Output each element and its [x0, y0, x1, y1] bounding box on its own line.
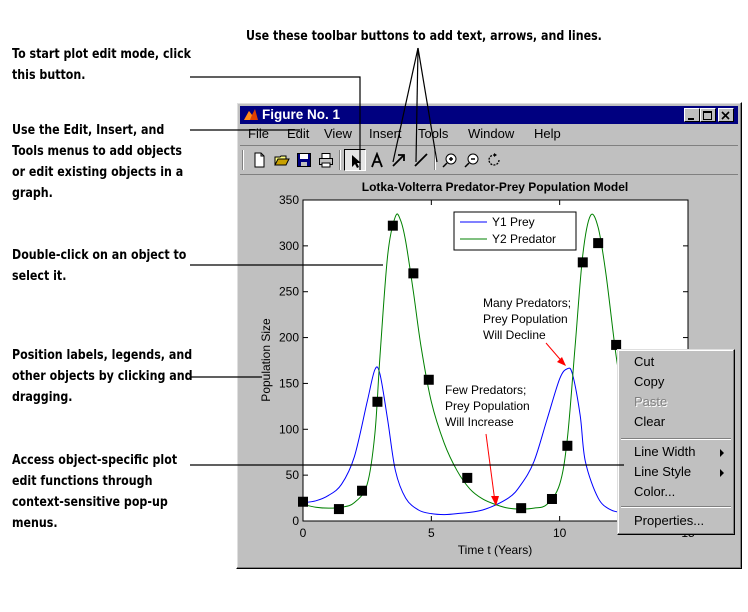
callout-line: select it.: [12, 268, 67, 284]
callout-line: menus.: [12, 515, 58, 531]
callout-line: edit functions through: [12, 473, 153, 489]
callout-line: To start plot edit mode, click: [12, 46, 192, 62]
legend-entry-prey: Y1 Prey: [492, 215, 535, 229]
menu-label: Insert: [369, 126, 402, 141]
callout-line: graph.: [12, 185, 53, 201]
callout-line: context-sensitive pop-up: [12, 494, 168, 510]
ctx-properties[interactable]: Properties...: [634, 513, 705, 528]
menu-label: Window: [468, 126, 515, 141]
callout-line: dragging.: [12, 389, 73, 405]
callout-line: or edit existing objects in a: [12, 164, 184, 180]
leader-plot-edit: [190, 77, 360, 170]
callout-line: Double-click on an object to: [12, 247, 187, 263]
leader-text-button: [393, 48, 418, 162]
ctx-cut[interactable]: Cut: [634, 354, 655, 369]
legend-entry-predator: Y2 Predator: [492, 232, 557, 246]
annotation-line: Will Increase: [445, 415, 514, 429]
x-tick-label: 0: [299, 526, 307, 540]
menu-label: Help: [534, 126, 561, 141]
annotation-line: Few Predators;: [445, 383, 527, 397]
y-tick-label: 200: [278, 330, 299, 345]
leader-arrow-button: [416, 48, 418, 162]
x-tick-label: 10: [552, 526, 567, 540]
ctx-copy[interactable]: Copy: [634, 374, 665, 389]
y-tick-label: 250: [278, 284, 299, 299]
x-axis-label: Time t (Years): [457, 543, 533, 557]
menu-label: Edit: [287, 126, 310, 141]
menu-label: View: [324, 126, 352, 141]
annotation-line: Prey Population: [483, 312, 568, 326]
y-tick-label: 300: [278, 238, 299, 253]
annotation-line: Will Decline: [483, 328, 546, 342]
y-tick-label: 350: [278, 193, 299, 207]
ctx-line-style[interactable]: Line Style: [634, 464, 692, 479]
ctx-line-width[interactable]: Line Width: [634, 444, 696, 459]
callout-line: Use these toolbar buttons to add text, arrows, and lines.: [246, 28, 602, 44]
callout-line: Access object-specific plot: [12, 452, 178, 468]
callout-line: Tools menus to add objects: [12, 143, 182, 159]
menu-label: Tools: [418, 126, 449, 141]
x-tick-label: 5: [427, 526, 435, 540]
ctx-color[interactable]: Color...: [634, 484, 676, 499]
ctx-clear[interactable]: Clear: [634, 414, 666, 429]
callout-line: other objects by clicking and: [12, 368, 193, 384]
callout-line: Position labels, legends, and: [12, 347, 193, 363]
y-tick-label: 0: [292, 514, 299, 528]
y-axis-label: Population Size: [259, 318, 273, 402]
leader-line-button: [418, 48, 437, 162]
ctx-paste: Paste: [634, 394, 668, 409]
annotation-line: Prey Population: [445, 399, 530, 413]
y-tick-label: 50: [285, 468, 299, 483]
callout-line: this button.: [12, 67, 86, 83]
window-title: Figure No. 1: [262, 107, 341, 122]
y-tick-label: 150: [278, 376, 299, 391]
chart-title: Lotka-Volterra Predator-Prey Population Model: [361, 180, 629, 194]
y-tick-label: 100: [278, 422, 299, 437]
callout-line: Use the Edit, Insert, and: [12, 122, 165, 138]
annotation-line: Many Predators;: [483, 296, 572, 310]
menu-label: File: [248, 126, 269, 141]
